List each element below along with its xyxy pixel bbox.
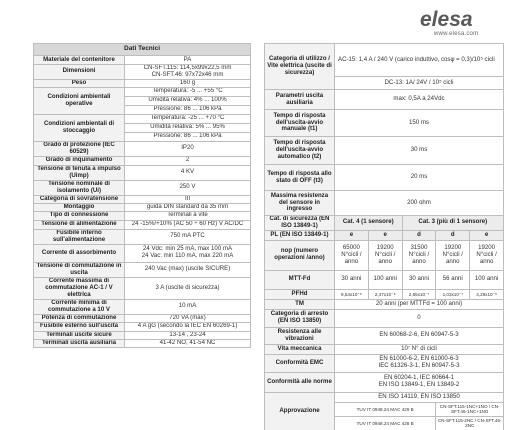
pfh-label: PFHd (265, 289, 335, 299)
table-row (34, 322, 251, 331)
table-row (34, 299, 251, 314)
row-value-line: 2 (185, 156, 190, 164)
row-label: Grado di protezione (IEC 60529) (34, 141, 125, 156)
row-value (125, 277, 251, 299)
table-row (34, 87, 251, 96)
nop-value: 19200 (478, 243, 496, 251)
row-value (125, 156, 251, 165)
table-row (34, 229, 251, 244)
table-row (34, 79, 251, 87)
t2-label: Tempo di risposta dell'uscita-avvio automatico (t2) (265, 137, 335, 165)
res-value: 200 ohm (335, 191, 504, 216)
row-value-line: 10 mA (178, 302, 197, 310)
sic-cat3: Cat. 3 (più di 1 sensore) (402, 216, 503, 231)
nop-value: 65000 (342, 243, 360, 251)
row-label: Tensione nominale di isolamento (Ui) (34, 180, 125, 195)
appr-cert: TUV IT 0948.24 MAC 428 B (335, 416, 436, 430)
table-row (34, 195, 251, 203)
cat-dc: DC-13: 1A/ 24V / 10⁵ cicli (335, 77, 504, 90)
pfh-value: 4,29x10⁻⁸ (470, 289, 504, 299)
elesa-logo (420, 8, 504, 30)
mttf-value: 100 anni (368, 270, 402, 289)
row-value-line: 240 Vac (max) (uscite SICURE) (144, 265, 231, 273)
norm-cell (335, 372, 504, 392)
table-row (34, 244, 251, 262)
table-title: Dati Tecnici (34, 44, 251, 56)
nop-cell (436, 240, 470, 270)
row-value (125, 195, 251, 203)
row-value-line: 4 A gG (secondo la IEC EN 60269-1) (137, 322, 238, 330)
row-value (125, 141, 251, 156)
row-value (125, 339, 251, 347)
row-value-line: 24 Vdc: min 25 mA, max 100 mA (142, 245, 233, 253)
row-label: Condizioni ambientali operative (34, 87, 125, 114)
row-value (125, 299, 251, 314)
row-label: Dimensioni (34, 65, 125, 80)
row-label: Corrente massima di commutazione AC-1 / V elettrica (34, 277, 125, 299)
table-row (34, 180, 251, 195)
mec-label: Vita meccanica (265, 344, 335, 354)
row-value (125, 65, 251, 80)
table-row (34, 220, 251, 229)
nop-unit: N°cicli / anno (408, 250, 430, 265)
row-value-line-2: CN-SFT.46: 97x72x46 mm (151, 70, 224, 78)
row-value-line: 720 VA (max) (169, 314, 206, 321)
norm-value-2: EN ISO 13849-1, EN 13849-2 (378, 381, 460, 389)
row-value-line: guida DIN standard da 35 mm (146, 203, 229, 210)
row-value (125, 322, 251, 331)
row-value (125, 244, 251, 262)
row-label: Fusibile interno sull'alimentazione (34, 229, 125, 244)
row-label: Tensione di commutazione in uscita (34, 262, 125, 277)
table-row (34, 114, 251, 123)
sic-cat4: Cat. 4 (1 sensore) (335, 216, 403, 231)
row-value (125, 211, 251, 220)
pfh-value: 1,03x10⁻⁷ (436, 289, 470, 299)
row-value-line: 24 -15%/+10% (AC 50 ÷ 60 Hz) V AC/DC (131, 220, 244, 228)
row-value-line: PA (183, 55, 192, 63)
vib-label: Resistenza alle vibrazioni (265, 327, 335, 344)
row-label: Materiale del contenitore (34, 56, 125, 65)
row-value: Umidità relativa: 5% ... 95% (125, 123, 251, 132)
t2-value: 30 ms (335, 137, 504, 165)
mec-value: 10⁷ N° di cicli (335, 344, 504, 354)
appr-top: EN ISO 14119, EN ISO 13850 (335, 392, 504, 402)
row-value (125, 314, 251, 322)
table-row (34, 339, 251, 347)
pl-value: d (402, 230, 436, 240)
pfh-value: 9,54x10⁻⁸ (335, 289, 369, 299)
row-value (125, 331, 251, 339)
safety-data-table (264, 43, 504, 430)
row-label: Terminali uscite sicure (34, 331, 125, 339)
pl-value: e (470, 230, 504, 240)
mttf-label: MTT-Fd (265, 270, 335, 289)
row-label: Montaggio (34, 203, 125, 211)
row-value-line: 13-14 , 23-24 (169, 331, 206, 338)
pl-label: PL (EN ISO 13849-1) (265, 230, 335, 240)
mttf-value: 30 anni (335, 270, 369, 289)
row-label: Fusibile esterno sull'uscita (34, 322, 125, 331)
row-value: Pressione: 86 ... 106 kPa (125, 132, 251, 141)
aux-label: Parametri uscita ausiliaria (265, 90, 335, 110)
row-value-line: 750 mA PTC (170, 232, 205, 240)
table-row (34, 65, 251, 80)
nop-cell (470, 240, 504, 270)
row-label: Corrente di assorbimento (34, 244, 125, 262)
nop-unit: N°cicli / anno (375, 250, 396, 265)
table-row (34, 156, 251, 165)
nop-unit: N°cicli / anno (476, 250, 497, 265)
t1-label: Tempo di risposta dell'uscita-avvio manuale (t1) (265, 110, 335, 137)
table-row (34, 165, 251, 180)
vib-value: EN 60068-2-6, EN 60947-5-3 (335, 327, 504, 344)
row-value-line: CN-SFT.115: 114,5x99x22,5 mm (143, 64, 232, 71)
norm-label: Conformità alle norme (265, 372, 335, 392)
row-value: Pressione: 86 ... 106 kPa (125, 105, 251, 114)
row-value-line: Terminali a vite (167, 211, 208, 219)
nop-cell (368, 240, 402, 270)
row-value (125, 165, 251, 180)
row-label: Terminali uscita ausiliaria (34, 339, 125, 347)
technical-data-table (33, 43, 251, 348)
nop-value: 31500 (410, 243, 428, 251)
row-value (125, 203, 251, 211)
nop-unit: N°cicli / anno (442, 250, 463, 265)
table-row (34, 203, 251, 211)
pfh-value: 2,65x10⁻⁷ (402, 289, 436, 299)
row-value-line: IP20 (181, 144, 194, 152)
row-value-line: 250 V (179, 183, 196, 191)
t1-value: 150 ms (335, 110, 504, 137)
norm-value: EN 60204-1, IEC 60664-1 (383, 374, 455, 382)
brand-url: www.elesa.com (434, 31, 479, 37)
row-value-line: 160 g (179, 79, 196, 86)
t3-label: Tempo di risposta allo stato di OFF (t3) (265, 165, 335, 191)
row-label: Peso (34, 79, 125, 87)
row-label: Tensione di tenuta a impulso (Uimp) (34, 165, 125, 180)
table-row (34, 331, 251, 339)
sic-label: Cat. di sicurezza (EN ISO 13849-1) (265, 216, 335, 231)
aux-value: max: 0,5A a 24Vdc (335, 90, 504, 110)
nop-value: 19200 (376, 243, 394, 251)
row-value (125, 262, 251, 277)
table-row (34, 277, 251, 299)
tm-value: 20 anni (per MTTFd = 100 anni) (335, 299, 504, 309)
mttf-value: 30 anni (402, 270, 436, 289)
nop-value: 19200 (444, 243, 462, 251)
row-label: Tipo di connessione (34, 211, 125, 220)
pl-value: d (436, 230, 470, 240)
table-row (34, 141, 251, 156)
pfh-value: 2,47x10⁻⁸ (368, 289, 402, 299)
res-label: Massima resistenza del sensore in ingresso (265, 191, 335, 216)
row-value: Temperatura: -25 ... +70 °C (125, 114, 251, 123)
table-row (34, 314, 251, 322)
cat-label: Categoria di utilizzo / Vite elettrica (uscite di sicurezza) (265, 44, 335, 90)
emc-cell (335, 354, 504, 372)
table-row (34, 211, 251, 220)
logo-text: elesa (420, 8, 473, 30)
row-value-line: III (184, 195, 191, 202)
t3-value: 20 ms (335, 165, 504, 191)
pl-value: e (335, 230, 369, 240)
tm-label: TM (265, 299, 335, 309)
row-label: Categoria di sovratensione (34, 195, 125, 203)
row-value-line: 41-42 NO, 41-54 NC (159, 339, 216, 346)
appr-models: CN-SFT.115-2NC / CN-SFT.46-2NC (437, 418, 502, 429)
arr-value: 0 (335, 309, 504, 327)
arr-label: Categoria di arresto (EN ISO 13850) (265, 309, 335, 327)
row-value-line: 4 KV (180, 168, 195, 176)
nop-label: nop (numero operazioni /anno) (265, 240, 335, 270)
row-value (125, 220, 251, 229)
row-value-line-2: 24 Vac: min 110 mA, max 220 mA (141, 252, 234, 260)
nop-cell (335, 240, 369, 270)
row-label: Corrente minima di commutazione a 10 V (34, 299, 125, 314)
row-value: Temperatura: -5 ... +55 °C (125, 87, 251, 96)
mttf-value: 56 anni (436, 270, 470, 289)
row-value (125, 180, 251, 195)
appr-cert: TUV IT 0948.24 MAC 429 B (335, 402, 436, 416)
nop-unit: N°cicli / anno (341, 250, 362, 265)
row-label: Grado di inquinamento (34, 156, 125, 165)
appr-models: CN-SFT.115-1NC+1NO / CN-SFT.46-1NC+1NO (436, 402, 504, 416)
row-label: Condizioni ambientali di stoccaggio (34, 114, 125, 141)
row-label: Potenza di commutazione (34, 314, 125, 322)
emc-value-2: IEC 61326-3-1, EN 60947-5-3 (378, 362, 460, 370)
emc-label: Conformità EMC (265, 354, 335, 372)
row-value (125, 79, 251, 87)
row-value: Umidità relativa: 4% ... 100% (125, 96, 251, 105)
row-value (125, 229, 251, 244)
row-value (125, 56, 251, 65)
appr-label: Approvazione (265, 392, 335, 430)
mttf-value: 100 anni (470, 270, 504, 289)
row-label: Tensione di alimentazione (34, 220, 125, 229)
row-value-line: 3 A (uscite di sicurezza) (155, 283, 220, 291)
table-row (34, 262, 251, 277)
pl-value: e (368, 230, 402, 240)
nop-cell (402, 240, 436, 270)
emc-value: EN 61000-6-2, EN 61000-6-3 (379, 355, 459, 363)
table-row (34, 56, 251, 65)
cat-ac: AC-15: 1,4 A / 240 V (carico induttivo, cosφ = 0,3)/10⁵ cicli (335, 44, 504, 77)
